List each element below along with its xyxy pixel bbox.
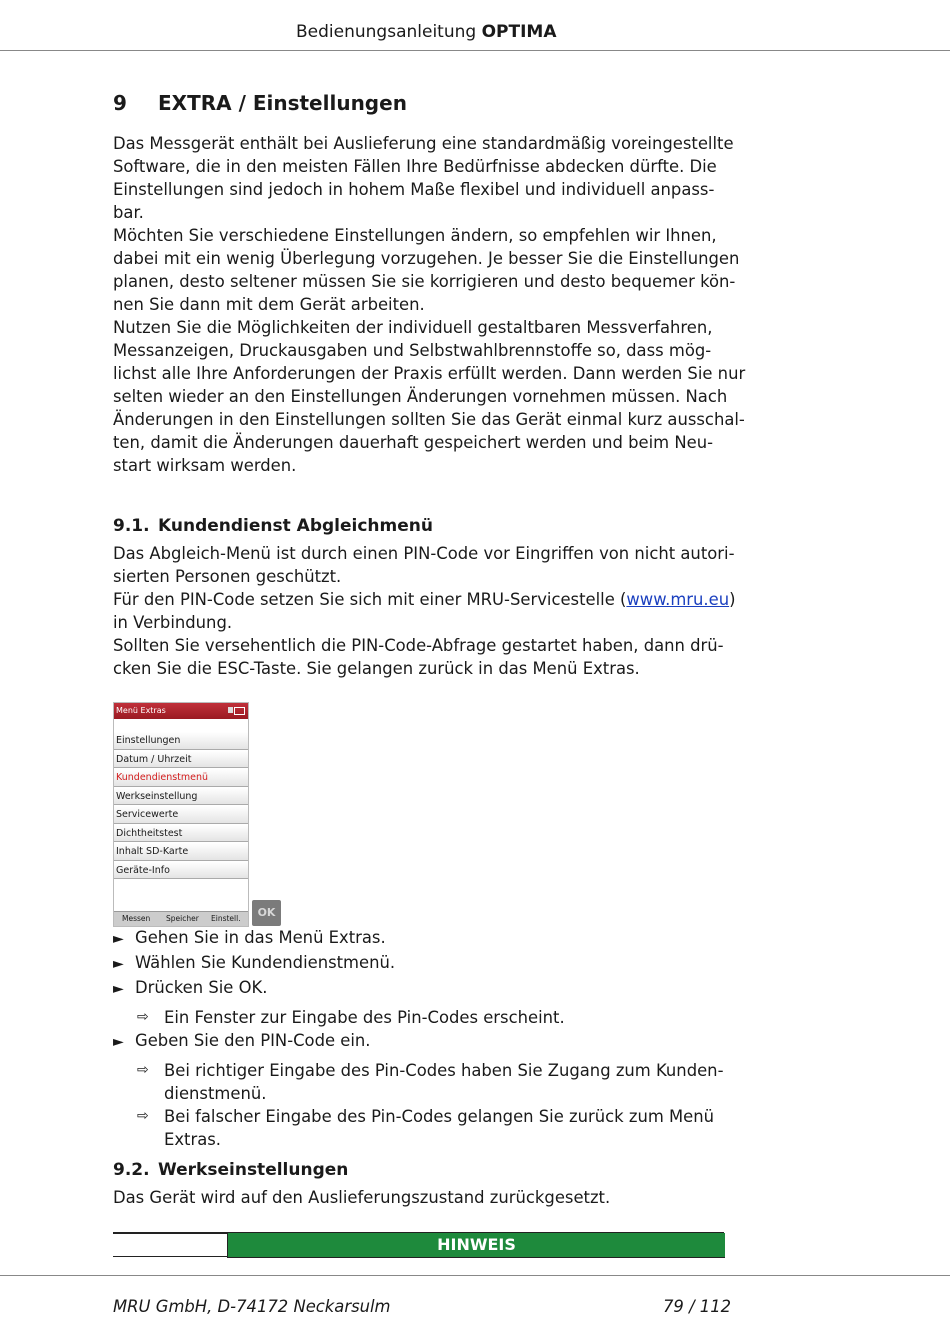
section-9-2-number: 9.2. xyxy=(113,1160,150,1180)
arrow-right-icon: ► xyxy=(113,931,124,947)
section-9-number: 9 xyxy=(113,91,127,115)
ok-key-figure: OK xyxy=(252,900,281,926)
section-9-1-number: 9.1. xyxy=(113,516,150,536)
device-menu-item-selected: Kundendienstmenü xyxy=(114,769,248,787)
body-line: Nutzen Sie die Möglichkeiten der individuell gestaltbaren Messverfahren, xyxy=(113,318,713,337)
footer-company: MRU GmbH, D-74172 Neckarsulm xyxy=(113,1297,391,1316)
arrow-right-icon: ► xyxy=(113,956,124,972)
arrow-right-icon: ► xyxy=(113,1034,124,1050)
mru-website-link[interactable]: www.mru.eu xyxy=(626,590,730,609)
section-9-2-heading xyxy=(113,1160,348,1180)
section-9-body xyxy=(113,132,746,477)
body-line: Software, die in den meisten Fällen Ihre Bedürfnisse abdecken dürfte. Die xyxy=(113,157,717,176)
step-text: Wählen Sie Kundendienstmenü. xyxy=(135,953,396,972)
outline-arrow-icon: ⇨ xyxy=(137,1009,149,1025)
body-line: lichst alle Ihre Anforderungen der Praxis erfüllt werden. Dann werden Sie nur xyxy=(113,364,746,383)
device-menu-item: Servicewerte xyxy=(114,806,248,824)
device-menu-title: Menü Extras xyxy=(116,706,166,715)
body-line: dabei mit ein wenig Überlegung vorzugehen. Je besser Sie die Einstellungen xyxy=(113,249,740,268)
body-text: Für den PIN-Code setzen Sie sich mit einer MRU-Servicestelle ( xyxy=(113,590,627,609)
notice-header: HINWEIS xyxy=(227,1233,725,1258)
body-line: Das Messgerät enthält bei Auslieferung eine standardmäßig voreingestellte xyxy=(113,134,734,153)
body-line: ten, damit die Änderungen dauerhaft gespeichert werden und beim Neu- xyxy=(113,433,714,452)
step-item xyxy=(113,1029,728,1054)
result-item xyxy=(113,1105,728,1151)
body-line xyxy=(113,588,736,611)
device-screen-figure xyxy=(113,702,249,927)
step-text: Geben Sie den PIN-Code ein. xyxy=(135,1031,371,1050)
battery-icon xyxy=(234,707,245,715)
body-line: cken Sie die ESC-Taste. Sie gelangen zurück in das Menü Extras. xyxy=(113,659,640,678)
result-item xyxy=(113,1006,728,1029)
result-text: Ein Fenster zur Eingabe des Pin-Codes erscheint. xyxy=(164,1008,565,1027)
body-line: in Verbindung. xyxy=(113,613,233,632)
device-title-bar xyxy=(114,703,248,719)
outline-arrow-icon: ⇨ xyxy=(137,1062,149,1078)
result-text: Bei richtiger Eingabe des Pin-Codes haben Sie Zugang zum Kunden- xyxy=(164,1061,724,1080)
page-number: 79 / 112 xyxy=(663,1297,732,1316)
device-menu-item: Datum / Uhrzeit xyxy=(114,751,248,769)
section-9-2-title: Werkseinstellungen xyxy=(158,1160,349,1180)
device-menu-item: Einstellungen xyxy=(114,732,248,750)
body-line: Einstellungen sind jedoch in hohem Maße flexibel und individuell anpass- xyxy=(113,180,715,199)
device-menu-list xyxy=(114,732,248,880)
device-menu-item: Inhalt SD-Karte xyxy=(114,843,248,861)
body-text: ) xyxy=(729,590,736,609)
body-line: Möchten Sie verschiedene Einstellungen ändern, so empfehlen wir Ihnen, xyxy=(113,226,717,245)
step-item xyxy=(113,951,728,976)
result-text: dienstmenü. xyxy=(164,1084,267,1103)
step-item xyxy=(113,926,728,951)
section-9-heading xyxy=(113,91,407,115)
body-line: Das Abgleich-Menü ist durch einen PIN-Code vor Eingriffen von nicht autori- xyxy=(113,544,735,563)
arrow-right-icon: ► xyxy=(113,981,124,997)
lock-icon xyxy=(228,707,233,713)
device-menu-item: Dichtheitstest xyxy=(114,825,248,843)
body-line: Das Gerät wird auf den Auslieferungszustand zurückgesetzt. xyxy=(113,1188,611,1207)
device-softkey-bar xyxy=(114,911,248,926)
body-line: nen Sie dann mit dem Gerät arbeiten. xyxy=(113,295,425,314)
section-9-2-body xyxy=(113,1186,728,1209)
device-menu-item: Werkseinstellung xyxy=(114,788,248,806)
softkey-label: Speicher xyxy=(166,914,199,923)
result-text: Extras. xyxy=(164,1130,222,1149)
section-9-1-body xyxy=(113,542,736,680)
body-line: Änderungen in den Einstellungen sollten Sie das Gerät einmal kurz ausschal- xyxy=(113,410,745,429)
device-menu-item: Geräte-Info xyxy=(114,862,248,880)
header-divider xyxy=(0,50,950,51)
section-9-title: EXTRA / Einstellungen xyxy=(158,91,407,115)
body-line: sierten Personen geschützt. xyxy=(113,567,342,586)
section-9-1-heading xyxy=(113,516,433,536)
body-line: planen, desto seltener müssen Sie sie korrigieren und desto bequemer kön- xyxy=(113,272,736,291)
notice-left-rule xyxy=(113,1256,227,1257)
instruction-steps xyxy=(113,926,728,1151)
step-item xyxy=(113,976,728,1001)
body-line: bar. xyxy=(113,203,144,222)
softkey-label: Messen xyxy=(122,914,151,923)
header-title-product: OPTIMA xyxy=(481,22,557,42)
body-line: Messanzeigen, Druckausgaben und Selbstwahlbrennstoffe so, dass mög- xyxy=(113,341,712,360)
header-title-prefix: Bedienungsanleitung xyxy=(296,22,482,42)
step-text: Gehen Sie in das Menü Extras. xyxy=(135,928,386,947)
result-item xyxy=(113,1059,728,1105)
footer-divider xyxy=(0,1275,950,1276)
softkey-label: Einstell. xyxy=(211,914,241,923)
outline-arrow-icon: ⇨ xyxy=(137,1108,149,1124)
result-text: Bei falscher Eingabe des Pin-Codes gelangen Sie zurück zum Menü xyxy=(164,1107,715,1126)
body-line: Sollten Sie versehentlich die PIN-Code-Abfrage gestartet haben, dann drü- xyxy=(113,636,724,655)
section-9-1-title: Kundendienst Abgleichmenü xyxy=(158,516,433,536)
body-line: start wirksam werden. xyxy=(113,456,297,475)
step-text: Drücken Sie OK. xyxy=(135,978,268,997)
header-title xyxy=(296,22,556,42)
body-line: selten wieder an den Einstellungen Änderungen vornehmen müssen. Nach xyxy=(113,387,728,406)
